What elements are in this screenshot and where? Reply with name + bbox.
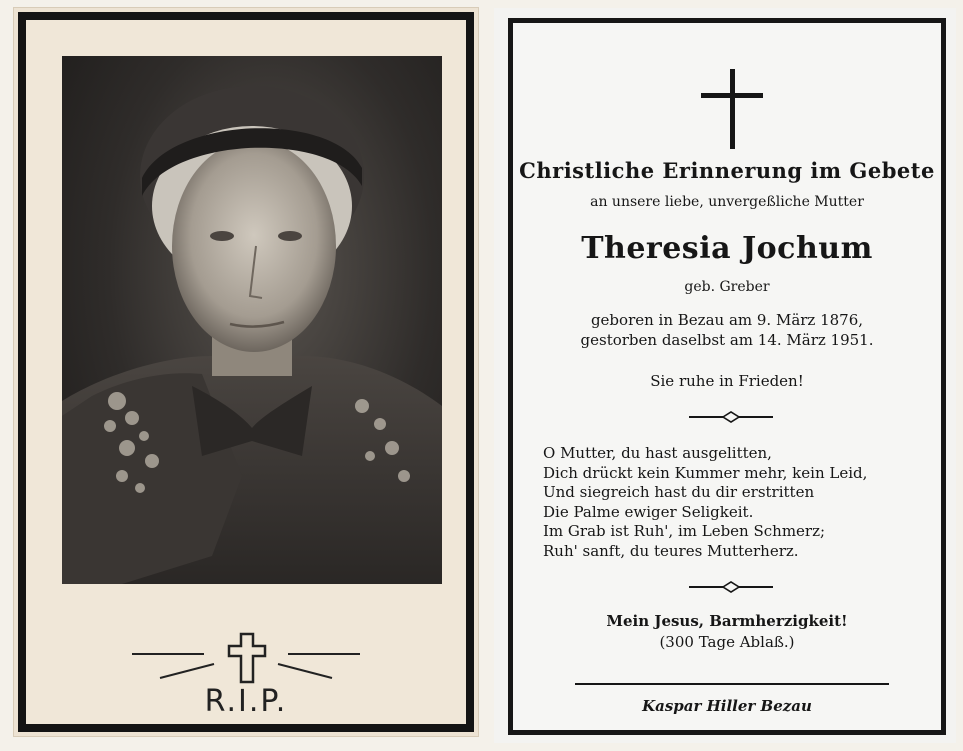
indulgence-line: (300 Tage Ablaß.) [659,633,795,651]
printer-credit: Kaspar Hiller Bezau [642,697,812,715]
memorial-text-card [494,8,956,743]
prayer-line: Mein Jesus, Barmherzigkeit! [606,612,848,630]
outline-cross-icon [229,634,265,682]
divider-rule [575,683,889,685]
rip-emblem [26,620,466,730]
maiden-name: geb. Greber [684,279,770,295]
poem-block [543,444,933,561]
card-subtitle: an unsere liebe, unvergeßliche Mutter [590,194,864,210]
rip-label: R.I.P. [204,684,288,719]
death-line: gestorben daselbst am 14. März 1951. [580,331,874,349]
latin-cross-icon [701,69,765,153]
poem-line: Im Grab ist Ruh', im Leben Schmerz; [543,522,826,540]
poem-line: Ruh' sanft, du teures Mutterherz. [543,541,799,560]
card-title: Christliche Erinnerung im Gebete [519,158,935,183]
black-mourning-frame [18,12,474,732]
memorial-photo-card [14,8,478,736]
birth-line: geboren in Bezau am 9. März 1876, [590,311,864,329]
rest-in-peace-line: Sie ruhe in Frieden! [650,372,804,390]
black-border-frame [508,18,946,735]
poem-line: Und siegreich hast du dir erstritten [543,483,815,501]
ornament-divider-icon [689,581,773,593]
poem-line: Dich drückt kein Kummer mehr, kein Leid, [543,463,868,482]
poem-line: O Mutter, du hast ausgelitten, [543,444,772,462]
portrait-photo [62,56,442,584]
deceased-name: Theresia Jochum [581,231,873,266]
ornament-divider-icon [689,411,773,423]
poem-line: Die Palme ewiger Seligkeit. [543,502,754,521]
